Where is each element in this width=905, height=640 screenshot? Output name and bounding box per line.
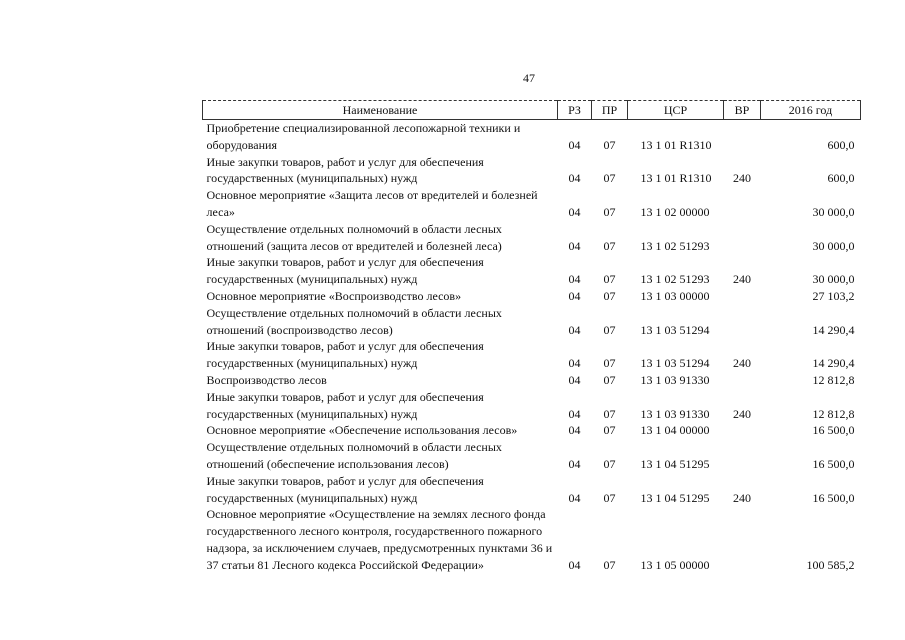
table-row (203, 422, 861, 439)
row-pr: 07 (603, 557, 616, 572)
table-row (203, 120, 861, 154)
row-name: Иные закупки товаров, работ и услуг для обеспечения государственных (муниципальных) нужд (206, 339, 484, 371)
table-row (203, 338, 861, 372)
table-row (203, 305, 861, 339)
row-rz: 04 (568, 204, 581, 219)
row-csr: 13 1 04 00000 (640, 423, 710, 438)
table-header (203, 101, 861, 120)
row-name: Иные закупки товаров, работ и услуг для обеспечения государственных (муниципальных) нужд (206, 473, 484, 505)
row-csr: 13 1 03 00000 (640, 288, 710, 303)
row-vr (724, 372, 761, 389)
row-csr: 13 1 03 91330 (640, 372, 710, 387)
row-csr: 13 1 01 R1310 (640, 137, 712, 152)
row-vr (724, 221, 761, 255)
header-pr: ПР (592, 101, 628, 120)
row-amount: 14 290,4 (812, 322, 855, 337)
row-rz: 04 (568, 372, 581, 387)
row-name: Иные закупки товаров, работ и услуг для обеспечения государственных (муниципальных) нужд (206, 154, 484, 186)
row-pr: 07 (603, 204, 616, 219)
row-pr: 07 (603, 406, 616, 421)
row-amount: 16 500,0 (812, 456, 855, 471)
table-row (203, 389, 861, 423)
table-row (203, 506, 861, 573)
row-name: Иные закупки товаров, работ и услуг для обеспечения государственных (муниципальных) нужд (206, 389, 484, 421)
row-vr (724, 120, 761, 154)
row-amount: 12 812,8 (812, 372, 855, 387)
row-pr: 07 (603, 288, 616, 303)
row-amount: 600,0 (827, 171, 855, 186)
row-name: Основное мероприятие «Воспроизводство лесов» (206, 288, 462, 303)
row-name: Основное мероприятие «Обеспечение использования лесов» (206, 423, 518, 438)
row-vr (724, 288, 761, 305)
row-rz: 04 (568, 423, 581, 438)
row-amount: 12 812,8 (812, 406, 855, 421)
row-name: Приобретение специализированной лесопожарной техники и оборудования (206, 121, 521, 152)
row-vr (724, 187, 761, 221)
row-rz: 04 (568, 557, 581, 572)
row-vr (724, 506, 761, 573)
row-rz: 04 (568, 272, 581, 287)
row-amount: 27 103,2 (812, 288, 855, 303)
page-number: 47 (523, 71, 535, 85)
header-csr: ЦСР (628, 101, 724, 120)
row-vr: 240 (733, 490, 751, 505)
budget-table (202, 100, 861, 574)
header-amount: 2016 год (761, 101, 861, 120)
row-csr: 13 1 03 51294 (640, 322, 710, 337)
row-amount: 30 000,0 (812, 272, 855, 287)
row-vr (724, 439, 761, 473)
row-vr: 240 (733, 171, 751, 186)
row-vr: 240 (733, 272, 751, 287)
row-amount: 16 500,0 (812, 423, 855, 438)
row-pr: 07 (603, 356, 616, 371)
row-pr: 07 (603, 137, 616, 152)
table-row (203, 372, 861, 389)
row-pr: 07 (603, 490, 616, 505)
table-row (203, 288, 861, 305)
row-amount: 30 000,0 (812, 204, 855, 219)
table-row (203, 254, 861, 288)
row-rz: 04 (568, 238, 581, 253)
row-csr: 13 1 05 00000 (640, 557, 710, 572)
table-row (203, 221, 861, 255)
row-csr: 13 1 03 51294 (640, 356, 710, 371)
row-pr: 07 (603, 171, 616, 186)
row-amount: 30 000,0 (812, 238, 855, 253)
row-vr (724, 305, 761, 339)
row-amount: 16 500,0 (812, 490, 855, 505)
row-rz: 04 (568, 490, 581, 505)
row-csr: 13 1 02 00000 (640, 204, 710, 219)
table-body (203, 120, 861, 574)
row-amount: 100 585,2 (806, 557, 855, 572)
row-vr: 240 (733, 356, 751, 371)
row-name: Воспроизводство лесов (206, 372, 327, 387)
row-vr (724, 422, 761, 439)
row-pr: 07 (603, 456, 616, 471)
row-name: Осуществление отдельных полномочий в области лесных отношений (обеспечение использования лесов) (206, 440, 502, 471)
row-name: Осуществление отдельных полномочий в области лесных отношений (защита лесов от вредителей и болезней леса) (206, 221, 502, 253)
row-amount: 600,0 (827, 137, 855, 152)
row-rz: 04 (568, 356, 581, 371)
row-pr: 07 (603, 372, 616, 387)
row-name: Иные закупки товаров, работ и услуг для обеспечения государственных (муниципальных) нужд (206, 255, 484, 287)
row-name: Осуществление отдельных полномочий в области лесных отношений (воспроизводство лесов) (206, 305, 502, 337)
row-rz: 04 (568, 406, 581, 421)
row-name: Основное мероприятие «Защита лесов от вредителей и болезней леса» (206, 188, 538, 219)
row-csr: 13 1 03 91330 (640, 406, 710, 421)
row-rz: 04 (568, 288, 581, 303)
row-csr: 13 1 01 R1310 (640, 171, 712, 186)
row-pr: 07 (603, 238, 616, 253)
table-row (203, 473, 861, 507)
table-row (203, 439, 861, 473)
row-amount: 14 290,4 (812, 356, 855, 371)
row-csr: 13 1 02 51293 (640, 238, 710, 253)
row-csr: 13 1 04 51295 (640, 490, 710, 505)
header-rz: РЗ (558, 101, 592, 120)
header-vr: ВР (724, 101, 761, 120)
row-name: Основное мероприятие «Осуществление на землях лесного фонда государственного лесного контроля, государственного пожарного надзора, за исключением случаев, предусмотренных пунктами 36 и 37 статьи 81 Лесного кодекса Российской Федерации» (206, 507, 553, 572)
row-vr: 240 (733, 406, 751, 421)
table-row (203, 154, 861, 188)
row-pr: 07 (603, 423, 616, 438)
header-name: Наименование (203, 101, 558, 120)
row-pr: 07 (603, 272, 616, 287)
row-rz: 04 (568, 137, 581, 152)
row-csr: 13 1 02 51293 (640, 272, 710, 287)
table-row (203, 187, 861, 221)
row-pr: 07 (603, 322, 616, 337)
row-csr: 13 1 04 51295 (640, 456, 710, 471)
row-rz: 04 (568, 322, 581, 337)
row-rz: 04 (568, 456, 581, 471)
row-rz: 04 (568, 171, 581, 186)
